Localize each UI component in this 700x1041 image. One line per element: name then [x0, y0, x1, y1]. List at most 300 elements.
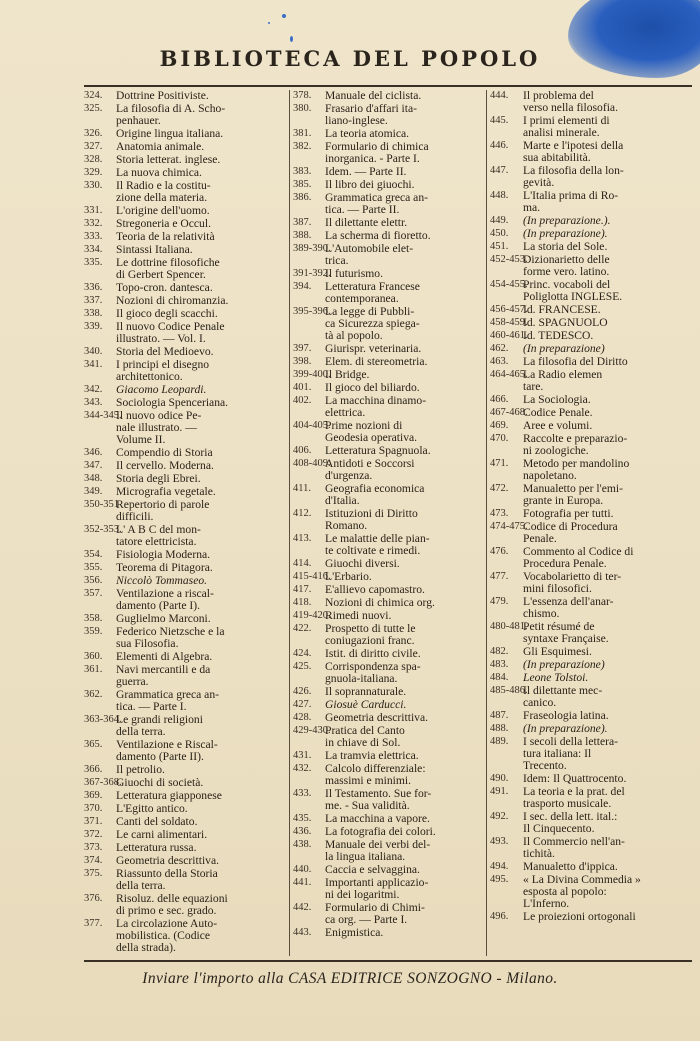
entry-title: Il dilettante mec- canico. — [523, 684, 603, 709]
entry-number: 426. — [293, 686, 312, 697]
entry-number: 324. — [84, 90, 103, 101]
entry-number: 374. — [84, 855, 103, 866]
entry-title: Gli Esquimesi. — [523, 645, 592, 658]
entry-number: 484. — [490, 672, 509, 683]
entry-title: I sec. della lett. ital.: Il Cinquecento. — [523, 810, 618, 835]
catalog-entry — [84, 244, 286, 256]
entry-number: 380. — [293, 103, 312, 114]
catalog-entry — [84, 893, 286, 917]
entry-title: Letteratura Spagnuola. — [325, 444, 431, 457]
entry-number: 369. — [84, 790, 103, 801]
catalog-entry — [84, 499, 286, 523]
entry-number: 495. — [490, 874, 509, 885]
entry-title: Il soprannaturale. — [325, 685, 407, 698]
catalog-entry — [84, 739, 286, 763]
entry-title: Geometria descrittiva. — [116, 854, 220, 867]
catalog-entry — [84, 790, 286, 802]
entry-title: Giuochi di società. — [116, 776, 204, 789]
entry-title: (In preparazione.). — [523, 214, 611, 227]
entry-title: Le malattie delle pian- te coltivate e rimedi. — [325, 532, 430, 557]
entry-number: 394. — [293, 281, 312, 292]
catalog-entry — [490, 811, 700, 835]
entry-number: 375. — [84, 868, 103, 879]
entry-title: Caccia e selvaggina. — [325, 863, 420, 876]
entry-title: Il futurismo. — [325, 267, 383, 280]
entry-title: La scherma di fioretto. — [325, 229, 431, 242]
catalog-entry — [490, 874, 700, 910]
entry-number: 391-392. — [293, 268, 331, 279]
catalog-entry — [84, 575, 286, 587]
entry-number: 363-364. — [84, 714, 122, 725]
entry-number: 354. — [84, 549, 103, 560]
entry-number: 411. — [293, 483, 311, 494]
entry-number: 339. — [84, 321, 103, 332]
catalog-entry — [84, 764, 286, 776]
entry-number: 441. — [293, 877, 312, 888]
catalog-entry — [490, 140, 700, 164]
entry-number: 359. — [84, 626, 103, 637]
entry-number: 472. — [490, 483, 509, 494]
entry-title: Le dottrine filosofiche di Gerbert Spencer. — [116, 256, 220, 281]
catalog-entry — [490, 723, 700, 735]
catalog-entry — [84, 282, 286, 294]
entry-title: Importanti applicazio- ni dei logaritmi. — [325, 876, 429, 901]
catalog-entry — [293, 356, 486, 368]
catalog-entry — [293, 610, 486, 622]
catalog-entry — [84, 384, 286, 396]
entry-number: 450. — [490, 228, 509, 239]
catalog-entry — [293, 661, 486, 685]
entry-title: L'Automobile elet- trica. — [325, 242, 414, 267]
entry-title: Idem. — Parte II. — [325, 165, 407, 178]
catalog-entry — [490, 786, 700, 810]
top-rule — [84, 85, 692, 87]
catalog-entry — [293, 826, 486, 838]
catalog-entry — [490, 317, 700, 329]
catalog-entry — [293, 927, 486, 939]
entry-title: Fotografia per tutti. — [523, 507, 614, 520]
entry-number: 333. — [84, 231, 103, 242]
entry-number: 348. — [84, 473, 103, 484]
entry-number: 476. — [490, 546, 509, 557]
catalog-entry — [293, 420, 486, 444]
entry-title: Giosuè Carducci. — [325, 698, 407, 711]
entry-title: Prospetto di tutte le coniugazioni franc. — [325, 622, 416, 647]
entry-number: 424. — [293, 648, 312, 659]
entry-title: Calcolo differenziale: massimi e minimi. — [325, 762, 426, 787]
catalog-entry — [293, 217, 486, 229]
entry-number: 431. — [293, 750, 312, 761]
catalog-entry — [293, 813, 486, 825]
entry-title: (In preparazione) — [523, 342, 605, 355]
entry-number: 328. — [84, 154, 103, 165]
catalog-entry — [293, 571, 486, 583]
catalog-entry — [490, 394, 700, 406]
entry-title: Pratica del Canto in chiave di Sol. — [325, 724, 405, 749]
catalog-entry — [293, 343, 486, 355]
entry-title: Raccolte e preparazio- ni zoologiche. — [523, 432, 628, 457]
entry-title: Manualetto per l'emi- grante in Europa. — [523, 482, 623, 507]
entry-title: Frasario d'affari ita- liano-inglese. — [325, 102, 418, 127]
entry-number: 326. — [84, 128, 103, 139]
entry-title: Il Radio e la costitu- zione della materia. — [116, 179, 211, 204]
entry-number: 488. — [490, 723, 509, 734]
catalog-entry — [293, 699, 486, 711]
catalog-entry — [84, 321, 286, 345]
entry-number: 402. — [293, 395, 312, 406]
entry-number: 340. — [84, 346, 103, 357]
entry-title: Il cervello. Moderna. — [116, 459, 214, 472]
entry-title: La fotografia dei colori. — [325, 825, 436, 838]
entry-title: Teorema di Pitagora. — [116, 561, 213, 574]
entry-title: La Radio elemen tare. — [523, 368, 603, 393]
entry-number: 337. — [84, 295, 103, 306]
catalog-entry — [490, 165, 700, 189]
catalog-entry — [490, 90, 700, 114]
entry-number: 425. — [293, 661, 312, 672]
catalog-entry — [490, 254, 700, 278]
catalog-entry — [84, 816, 286, 828]
catalog-entry — [84, 103, 286, 127]
entry-title: Elem. di stereometria. — [325, 355, 428, 368]
entry-title: Dizionarietto delle forme vero. latino. — [523, 253, 610, 278]
entry-title: Anatomia animale. — [116, 140, 205, 153]
entry-title: Nozioni di chimica org. — [325, 596, 435, 609]
entry-title: Corrispondenza spa- gnuola-italiana. — [325, 660, 421, 685]
catalog-entry — [84, 180, 286, 204]
entry-title: La teoria e la prat. del trasporto musicale. — [523, 785, 625, 810]
entry-title: Guglielmo Marconi. — [116, 612, 211, 625]
entry-number: 412. — [293, 508, 312, 519]
entry-title: Repertorio di parole difficili. — [116, 498, 210, 523]
catalog-entry — [490, 773, 700, 785]
entry-title: I principi el disegno architettonico. — [116, 358, 210, 383]
catalog-entry — [84, 562, 286, 574]
catalog-entry — [293, 712, 486, 724]
catalog-entry — [293, 686, 486, 698]
entry-number: 467-468. — [490, 407, 528, 418]
entry-title: L'essenza dell'anar- chismo. — [523, 595, 614, 620]
entry-number: 366. — [84, 764, 103, 775]
entry-number: 343. — [84, 397, 103, 408]
entry-title: Storia del Medioevo. — [116, 345, 214, 358]
entry-title: Istituzioni di Diritto Romano. — [325, 507, 418, 532]
catalog-entry — [84, 90, 286, 102]
entry-number: 427. — [293, 699, 312, 710]
entry-title: Fisiologia Moderna. — [116, 548, 211, 561]
entry-title: Storia degli Ebrei. — [116, 472, 201, 485]
entry-title: L'Erbario. — [325, 570, 372, 583]
entry-number: 377. — [84, 918, 103, 929]
entry-title: La filosofia della lon- gevità. — [523, 164, 624, 189]
catalog-entry — [293, 725, 486, 749]
entry-title: Commento al Codice di Procedura Penale. — [523, 545, 634, 570]
entry-number: 418. — [293, 597, 312, 608]
catalog-entry — [84, 447, 286, 459]
catalog-entry — [293, 179, 486, 191]
entry-number: 355. — [84, 562, 103, 573]
entry-number: 464-465. — [490, 369, 528, 380]
catalog-entry — [293, 750, 486, 762]
entry-title: Il Commercio nell'an- tichità. — [523, 835, 625, 860]
catalog-entry — [84, 651, 286, 663]
entry-title: Riassunto della Storia della terra. — [116, 867, 218, 892]
entry-number: 371. — [84, 816, 103, 827]
entry-number: 417. — [293, 584, 312, 595]
entry-title: Prime nozioni di Geodesia operativa. — [325, 419, 418, 444]
entry-title: Fraseologia latina. — [523, 709, 609, 722]
catalog-entry — [293, 141, 486, 165]
catalog-entry — [490, 659, 700, 671]
entry-title: La filosofia del Diritto — [523, 355, 628, 368]
entry-number: 462. — [490, 343, 509, 354]
entry-number: 444. — [490, 90, 509, 101]
entry-title: Dottrine Positiviste. — [116, 89, 209, 102]
entry-title: Id. SPAGNUOLO — [523, 316, 608, 329]
catalog-entry — [490, 190, 700, 214]
entry-title: Id. TEDESCO. — [523, 329, 594, 342]
catalog-entry — [84, 855, 286, 867]
catalog-entry — [84, 626, 286, 650]
catalog-entry — [490, 571, 700, 595]
entry-title: Grammatica greca an- tica. — Parte II. — [325, 191, 428, 216]
entry-title: Giuochi diversi. — [325, 557, 400, 570]
ink-speck — [290, 36, 293, 42]
entry-number: 360. — [84, 651, 103, 662]
entry-title: La tramvia elettrica. — [325, 749, 419, 762]
entry-title: Il nuovo Codice Penale illustrato. — Vol. I. — [116, 320, 225, 345]
entry-title: Formulario di chimica inorganica. - Parte I. — [325, 140, 429, 165]
entry-title: Formulario di Chimi- ca org. — Parte I. — [325, 901, 425, 926]
entry-title: « La Divina Commedia » esposta al popolo: L'Inferno. — [523, 873, 641, 910]
catalog-entry — [293, 558, 486, 570]
catalog-entry — [293, 382, 486, 394]
catalog-entry — [490, 420, 700, 432]
entry-title: Sintassi Italiana. — [116, 243, 193, 256]
entry-number: 458-459. — [490, 317, 528, 328]
entry-title: Geografia economica d'Italia. — [325, 482, 425, 507]
entry-number: 492. — [490, 811, 509, 822]
entry-number: 466. — [490, 394, 509, 405]
entry-number: 428. — [293, 712, 312, 723]
entry-title: Teoria de la relatività — [116, 230, 215, 243]
catalog-entry — [84, 167, 286, 179]
entry-number: 490. — [490, 773, 509, 784]
entry-number: 494. — [490, 861, 509, 872]
entry-title: Topo-cron. dantesca. — [116, 281, 213, 294]
entry-number: 332. — [84, 218, 103, 229]
entry-number: 419-420. — [293, 610, 331, 621]
entry-number: 378. — [293, 90, 312, 101]
entry-number: 443. — [293, 927, 312, 938]
entry-number: 338. — [84, 308, 103, 319]
catalog-entry — [490, 672, 700, 684]
entry-title: Stregoneria e Occul. — [116, 217, 211, 230]
catalog-entry — [293, 458, 486, 482]
entry-title: Grammatica greca an- tica. — Parte I. — [116, 688, 219, 713]
catalog-column-2 — [289, 90, 486, 956]
catalog-entry — [84, 346, 286, 358]
entry-title: La filosofia di A. Scho- penhauer. — [116, 102, 226, 127]
entry-number: 452-453. — [490, 254, 528, 265]
catalog-entry — [490, 458, 700, 482]
catalog-entry — [84, 128, 286, 140]
entry-number: 356. — [84, 575, 103, 586]
entry-number: 325. — [84, 103, 103, 114]
entry-title: Letteratura giapponese — [116, 789, 222, 802]
entry-title: Ventilazione a riscal- damento (Parte I). — [116, 587, 214, 612]
entry-number: 485-486. — [490, 685, 528, 696]
entry-title: Il gioco degli scacchi. — [116, 307, 218, 320]
catalog-entry — [84, 868, 286, 892]
entry-number: 362. — [84, 689, 103, 700]
entry-number: 435. — [293, 813, 312, 824]
entry-title: Letteratura russa. — [116, 841, 197, 854]
catalog-entry — [293, 395, 486, 419]
catalog-entry — [293, 584, 486, 596]
catalog-entry — [293, 128, 486, 140]
catalog-entry — [490, 304, 700, 316]
catalog-entry — [84, 231, 286, 243]
catalog-entry — [84, 308, 286, 320]
catalog-entry — [490, 596, 700, 620]
entry-title: Nozioni di chiromanzia. — [116, 294, 229, 307]
entry-title: Manualetto d'ippica. — [523, 860, 618, 873]
entry-number: 352-353. — [84, 524, 122, 535]
entry-number: 350-351 — [84, 499, 119, 510]
entry-number: 474-475. — [490, 521, 528, 532]
entry-number: 329. — [84, 167, 103, 178]
bottom-rule — [84, 960, 692, 962]
catalog-entry — [293, 90, 486, 102]
entry-number: 398. — [293, 356, 312, 367]
catalog-entry — [293, 230, 486, 242]
entry-title: (In preparazione). — [523, 722, 608, 735]
catalog-entry — [293, 623, 486, 647]
entry-number: 448. — [490, 190, 509, 201]
entry-title: Giurispr. veterinaria. — [325, 342, 422, 355]
catalog-entry — [293, 597, 486, 609]
entry-number: 449. — [490, 215, 509, 226]
entry-number: 341. — [84, 359, 103, 370]
entry-number: 395-396. — [293, 306, 331, 317]
catalog-entry — [84, 295, 286, 307]
entry-number: 336. — [84, 282, 103, 293]
entry-number: 347. — [84, 460, 103, 471]
entry-title: Rimedi nuovi. — [325, 609, 392, 622]
entry-number: 442. — [293, 902, 312, 913]
entry-number: 389-390. — [293, 243, 331, 254]
catalog-entry — [293, 839, 486, 863]
catalog-entry — [84, 410, 286, 446]
entry-number: 440. — [293, 864, 312, 875]
entry-title: La macchina a vapore. — [325, 812, 430, 825]
catalog-column-1 — [84, 90, 286, 955]
entry-number: 460-461. — [490, 330, 528, 341]
entry-title: I secoli della lettera- tura italiana: Il Trecento. — [523, 735, 618, 772]
entry-number: 496. — [490, 911, 509, 922]
catalog-entry — [84, 473, 286, 485]
catalog-entry — [84, 218, 286, 230]
page-title: BIBLIOTECA DEL POPOLO — [159, 46, 541, 71]
entry-number: 386. — [293, 192, 312, 203]
entry-number: 436. — [293, 826, 312, 837]
entry-title: Le proiezioni ortogonali — [523, 910, 636, 923]
entry-title: Il Bridge. — [325, 368, 370, 381]
catalog-entry — [293, 788, 486, 812]
catalog-entry — [293, 877, 486, 901]
entry-title: Aree e volumi. — [523, 419, 593, 432]
entry-number: 477. — [490, 571, 509, 582]
entry-number: 429-430. — [293, 725, 331, 736]
entry-title: I primi elementi di analisi minerale. — [523, 114, 610, 139]
entry-number: 491. — [490, 786, 509, 797]
entry-title: Istit. di diritto civile. — [325, 647, 421, 660]
entry-title: Giacomo Leopardi. — [116, 383, 207, 396]
catalog-entry — [84, 257, 286, 281]
entry-number: 397. — [293, 343, 312, 354]
entry-title: La Sociologia. — [523, 393, 591, 406]
entry-number: 404-405. — [293, 420, 331, 431]
entry-title: Manuale dei verbi del- la lingua italiana. — [325, 838, 431, 863]
entry-number: 406. — [293, 445, 312, 456]
catalog-entry — [293, 306, 486, 342]
entry-title: Navi mercantili e da guerra. — [116, 663, 211, 688]
entry-number: 493. — [490, 836, 509, 847]
entry-number: 388. — [293, 230, 312, 241]
catalog-entry — [84, 842, 286, 854]
catalog-entry — [490, 228, 700, 240]
publisher-footer: Inviare l'importo alla CASA EDITRICE SONZOGNO - Milano. — [142, 970, 558, 987]
entry-title: Elementi di Algebra. — [116, 650, 213, 663]
entry-number: 432. — [293, 763, 312, 774]
entry-title: Il dilettante elettr. — [325, 216, 408, 229]
catalog-entry — [490, 356, 700, 368]
catalog-entry — [84, 205, 286, 217]
catalog-entry — [490, 215, 700, 227]
entry-number: 331. — [84, 205, 103, 216]
catalog-entry — [490, 483, 700, 507]
entry-number: 479. — [490, 596, 509, 607]
entry-number: 382. — [293, 141, 312, 152]
entry-title: Codice di Procedura Penale. — [523, 520, 618, 545]
entry-number: 327. — [84, 141, 103, 152]
catalog-entry — [490, 279, 700, 303]
entry-title: Metodo per mandolino napoletano. — [523, 457, 630, 482]
entry-title: Il gioco del biliardo. — [325, 381, 420, 394]
entry-title: Il problema del verso nella filosofia. — [523, 89, 618, 114]
catalog-entry — [84, 154, 286, 166]
catalog-entry — [293, 166, 486, 178]
catalog-entry — [293, 268, 486, 280]
entry-title: La nuova chimica. — [116, 166, 202, 179]
entry-title: La storia del Sole. — [523, 240, 608, 253]
catalog-entry — [293, 369, 486, 381]
entry-number: 413. — [293, 533, 312, 544]
catalog-entry — [490, 508, 700, 520]
catalog-entry — [490, 330, 700, 342]
catalog-entry — [293, 103, 486, 127]
catalog-entry — [490, 433, 700, 457]
entry-number: 489. — [490, 736, 509, 747]
entry-number: 334. — [84, 244, 103, 255]
entry-number: 483. — [490, 659, 509, 670]
entry-title: Le carni alimentari. — [116, 828, 208, 841]
entry-title: La legge di Pubbli- ca Sicurezza spiega- tà al popolo. — [325, 305, 420, 342]
entry-number: 361. — [84, 664, 103, 675]
entry-number: 373. — [84, 842, 103, 853]
entry-title: L'Italia prima di Ro- ma. — [523, 189, 619, 214]
